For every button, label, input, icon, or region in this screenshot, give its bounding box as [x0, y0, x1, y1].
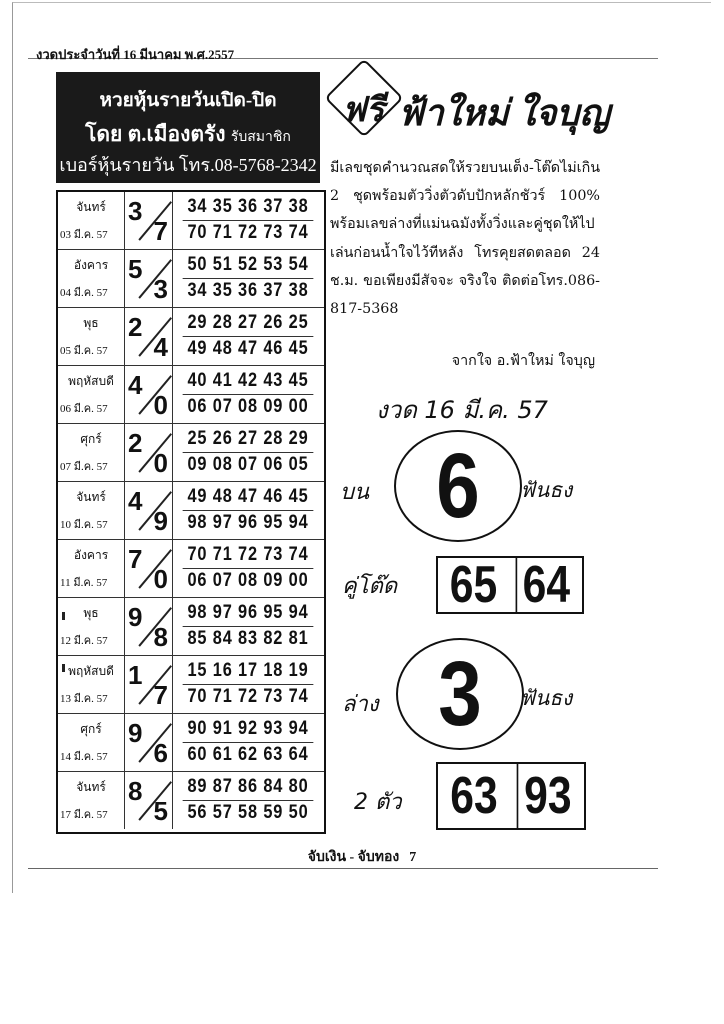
table-row — [58, 656, 324, 714]
pair-bottom-digit: 9 — [153, 506, 168, 536]
table-row — [58, 598, 324, 656]
day-cell — [58, 714, 125, 771]
day-cell — [58, 656, 125, 713]
banner-title: หวยหุ้นรายวันเปิด-ปิด — [99, 90, 277, 111]
numbers-top: 15 16 17 18 19 — [183, 660, 314, 685]
numbers-top: 89 87 86 84 80 — [183, 776, 314, 801]
pair-top-digit: 3 — [128, 196, 143, 226]
margin-mark — [62, 664, 65, 672]
footer-text: จับเงิน - จับทอง — [307, 850, 400, 865]
pair-cell — [124, 424, 173, 481]
pair-cell — [124, 656, 173, 713]
pair-top-digit: 8 — [128, 776, 143, 806]
pair-cell — [124, 366, 173, 423]
day-name: พุธ — [83, 606, 99, 620]
top-digit: 6 — [436, 434, 480, 537]
numbers-cell — [172, 598, 324, 655]
issue-header: งวดประจำวันที่ 16 มีนาคม พ.ศ.2557 — [36, 47, 235, 62]
draw-date: งวด 16 มี.ค. 57 — [376, 396, 548, 424]
pair-bottom-digit: 0 — [153, 390, 168, 420]
free-label: ฟรี — [341, 92, 385, 129]
day-name: จันทร์ — [76, 780, 106, 794]
page-number: 7 — [409, 850, 417, 865]
numbers-bottom: 60 61 62 63 64 — [187, 744, 309, 765]
bottom-rule — [28, 868, 658, 869]
day-date: 14 มี.ค. 57 — [60, 751, 108, 763]
bottom-label: ล่าง — [342, 692, 379, 717]
two-digit-label: 2 ตัว — [354, 790, 402, 815]
pair-bottom-digit: 8 — [153, 622, 168, 652]
numbers-cell — [172, 656, 324, 713]
numbers-cell — [172, 714, 324, 771]
table-row — [58, 424, 324, 482]
day-cell — [58, 250, 125, 307]
numbers-top: 29 28 27 26 25 — [183, 312, 314, 337]
numbers-bottom: 85 84 83 82 81 — [187, 628, 309, 649]
numbers-bottom: 34 35 36 37 38 — [187, 280, 309, 301]
numbers-top: 25 26 27 28 29 — [183, 428, 314, 453]
pair-bottom-digit: 5 — [153, 796, 168, 826]
numbers-bottom: 98 97 96 95 94 — [187, 512, 309, 533]
day-date: 06 มี.ค. 57 — [60, 403, 108, 415]
day-cell — [58, 772, 125, 829]
banner-phone: เบอร์หุ้นรายวัน โทร.08-5768-2342 — [59, 155, 317, 175]
pair-cell — [124, 482, 173, 539]
bottom-digit: 3 — [438, 642, 482, 745]
day-date: 13 มี.ค. 57 — [60, 693, 108, 705]
top-digit-circle — [394, 430, 522, 542]
day-name: พฤหัสบดี — [68, 664, 114, 678]
pair-label: คู่โต๊ด — [342, 574, 398, 599]
day-date: 17 มี.ค. 57 — [60, 809, 108, 821]
two-digit-box — [436, 762, 586, 830]
top-label: บน — [340, 480, 370, 505]
numbers-bottom: 06 07 08 09 00 — [187, 396, 309, 417]
day-name: อังคาร — [73, 548, 109, 562]
numbers-bottom: 70 71 72 73 74 — [187, 686, 309, 707]
day-cell — [58, 540, 125, 597]
day-date: 11 มี.ค. 57 — [60, 577, 108, 589]
numbers-top: 90 91 92 93 94 — [183, 718, 314, 743]
numbers-bottom: 49 48 47 46 45 — [187, 338, 309, 359]
day-date: 07 มี.ค. 57 — [60, 461, 108, 473]
pair-cell — [124, 772, 173, 829]
day-name: จันทร์ — [76, 200, 106, 214]
pair-top-digit: 7 — [128, 544, 143, 574]
day-cell — [58, 366, 125, 423]
numbers-top: 50 51 52 53 54 — [183, 254, 314, 279]
bottom-suffix: ฟันธง — [520, 686, 573, 710]
banner-author — [56, 118, 320, 151]
table-row — [58, 250, 324, 308]
day-name: พฤหัสบดี — [68, 374, 114, 388]
day-cell — [58, 192, 125, 249]
promo-signature: จากใจ อ.ฟ้าใหม่ ใจบุญ — [451, 353, 595, 369]
day-cell — [58, 308, 125, 365]
pair-bottom-digit: 7 — [153, 216, 168, 246]
numbers-bottom: 06 07 08 09 00 — [187, 570, 309, 591]
daily-results-table — [56, 190, 326, 834]
day-cell — [58, 482, 125, 539]
pair-box — [436, 556, 584, 614]
pair-top-digit: 4 — [128, 370, 143, 400]
pair-bottom-digit: 7 — [153, 680, 168, 710]
pair-bottom-digit: 3 — [153, 274, 168, 304]
pair-top-digit: 5 — [128, 254, 143, 284]
pair-cell — [124, 598, 173, 655]
margin-mark — [62, 612, 65, 620]
table-row — [58, 540, 324, 598]
pair-cell — [124, 714, 173, 771]
two-digit-value-1: 63 — [450, 767, 498, 825]
numbers-top: 40 41 42 43 45 — [183, 370, 314, 395]
pair-cell — [124, 540, 173, 597]
day-name: ศุกร์ — [80, 432, 102, 446]
day-date: 10 มี.ค. 57 — [60, 519, 108, 531]
day-date: 03 มี.ค. 57 — [60, 229, 108, 241]
pair-bottom-digit: 0 — [153, 448, 168, 478]
table-row — [58, 192, 324, 250]
page-footer — [0, 846, 724, 868]
day-date: 12 มี.ค. 57 — [60, 635, 108, 647]
pair-top-digit: 1 — [128, 660, 143, 690]
numbers-cell — [172, 540, 324, 597]
table-row — [58, 772, 324, 829]
stock-lottery-banner — [56, 72, 320, 183]
numbers-cell — [172, 482, 324, 539]
pair-cell — [124, 250, 173, 307]
numbers-top: 49 48 47 46 45 — [183, 486, 314, 511]
day-name: พุธ — [83, 316, 99, 330]
table-row — [58, 482, 324, 540]
day-cell — [58, 598, 125, 655]
bottom-digit-circle — [396, 638, 524, 750]
pair-top-digit: 2 — [128, 428, 143, 458]
table-row — [58, 366, 324, 424]
day-name: จันทร์ — [76, 490, 106, 504]
promo-paragraph: มีเลขชุดคำนวณสดให้รวยบนเต็ง-โต๊ดไม่เกิน 2 ชุดพร้อมตัววิ่งตัวดับปักหลักชัวร์ 100% พร้อมเลขล่างที่แม่นฉมังทั้งวิ่งและคู่ชุดให้ไปเล่นก่อนน้ำใจไว้ทีหลัง โทรคุยสดตลอด 24 ช.ม. ขอเพียงมีสัจจะ จริงใจ ติดต่อโทร.086-817-5368 — [330, 160, 601, 318]
table-row — [58, 714, 324, 772]
day-date: 04 มี.ค. 57 — [60, 287, 108, 299]
pair-bottom-digit: 4 — [153, 332, 168, 362]
numbers-cell — [172, 250, 324, 307]
numbers-bottom: 56 57 58 59 50 — [187, 802, 309, 823]
banner-author-note: รับสมาชิก — [230, 130, 291, 145]
pair-cell — [124, 308, 173, 365]
day-name: ศุกร์ — [80, 722, 102, 736]
pair-value-2: 64 — [516, 558, 576, 612]
numbers-cell — [172, 308, 324, 365]
numbers-cell — [172, 772, 324, 829]
day-date: 05 มี.ค. 57 — [60, 345, 108, 357]
numbers-top: 34 35 36 37 38 — [183, 196, 314, 221]
pair-bottom-digit: 6 — [153, 738, 168, 768]
pair-top-digit: 9 — [128, 602, 143, 632]
numbers-bottom: 09 08 07 06 05 — [187, 454, 309, 475]
numbers-cell — [172, 424, 324, 481]
day-cell — [58, 424, 125, 481]
banner-author-name: โดย ต.เมืองตรัง — [85, 122, 226, 146]
numbers-cell — [172, 192, 324, 249]
top-suffix: ฟันธง — [520, 478, 573, 502]
numbers-top: 98 97 96 95 94 — [183, 602, 314, 627]
pair-cell — [124, 192, 173, 249]
two-digit-value-2: 93 — [517, 764, 578, 828]
promo-name: ฟ้าใหม่ ใจบุญ — [398, 93, 610, 133]
numbers-cell — [172, 366, 324, 423]
day-name: อังคาร — [73, 258, 109, 272]
numbers-bottom: 70 71 72 73 74 — [187, 222, 309, 243]
pair-bottom-digit: 0 — [153, 564, 168, 594]
table-row — [58, 308, 324, 366]
pair-top-digit: 4 — [128, 486, 143, 516]
pair-top-digit: 2 — [128, 312, 143, 342]
pair-top-digit: 9 — [128, 718, 143, 748]
numbers-top: 70 71 72 73 74 — [183, 544, 314, 569]
pair-value-1: 65 — [449, 556, 498, 614]
